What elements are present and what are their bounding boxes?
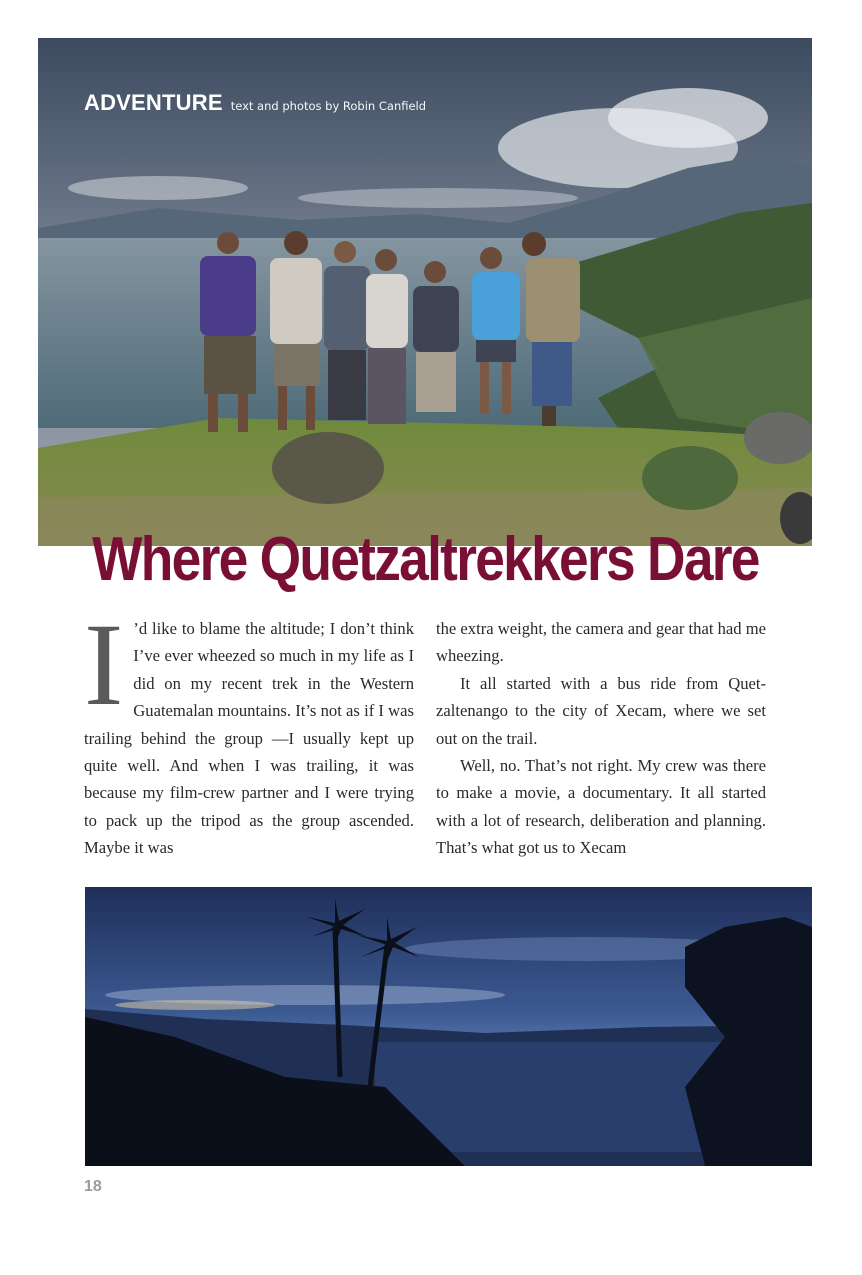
photo-credit: text and photos by Robin Canfield — [230, 99, 427, 113]
article-column-left — [84, 599, 414, 862]
dusk-lake-photo — [85, 887, 812, 1166]
article-paragraph: Well, no. That’s not right. My crew was there to make a movie, a documentary. It all started with a lot of research, deliberation and planning. That’s what got us to Xecam — [436, 756, 766, 858]
section-label: ADVENTURE — [84, 90, 223, 115]
section-tag — [84, 90, 426, 116]
page-number: 18 — [84, 1178, 102, 1195]
article-headline: Where Quetzaltrekkers Dare — [92, 525, 759, 594]
article-paragraph: It all started with a bus ride from Quetzaltenango to the city of Xecam, where we set out on the trail. — [436, 673, 766, 748]
article-paragraph: ’d like to blame the altitude; I don’t think I’ve ever wheezed so much in my life as I did on my recent trek in the Western Guatemalan mountains. It’s not as if I was trailing behind the group —I usually kept up quite well. And when I was trailing, it was because my film-crew partner and I were trying to pack up the tripod as the group ascended. Maybe it was — [84, 619, 414, 858]
dusk-lake-illustration — [85, 887, 812, 1166]
article-paragraph: the extra weight, the camera and gear that had me wheezing. — [436, 619, 766, 666]
hero-photo — [38, 38, 812, 546]
drop-cap: I — [84, 599, 124, 730]
article-column-right — [436, 615, 766, 862]
